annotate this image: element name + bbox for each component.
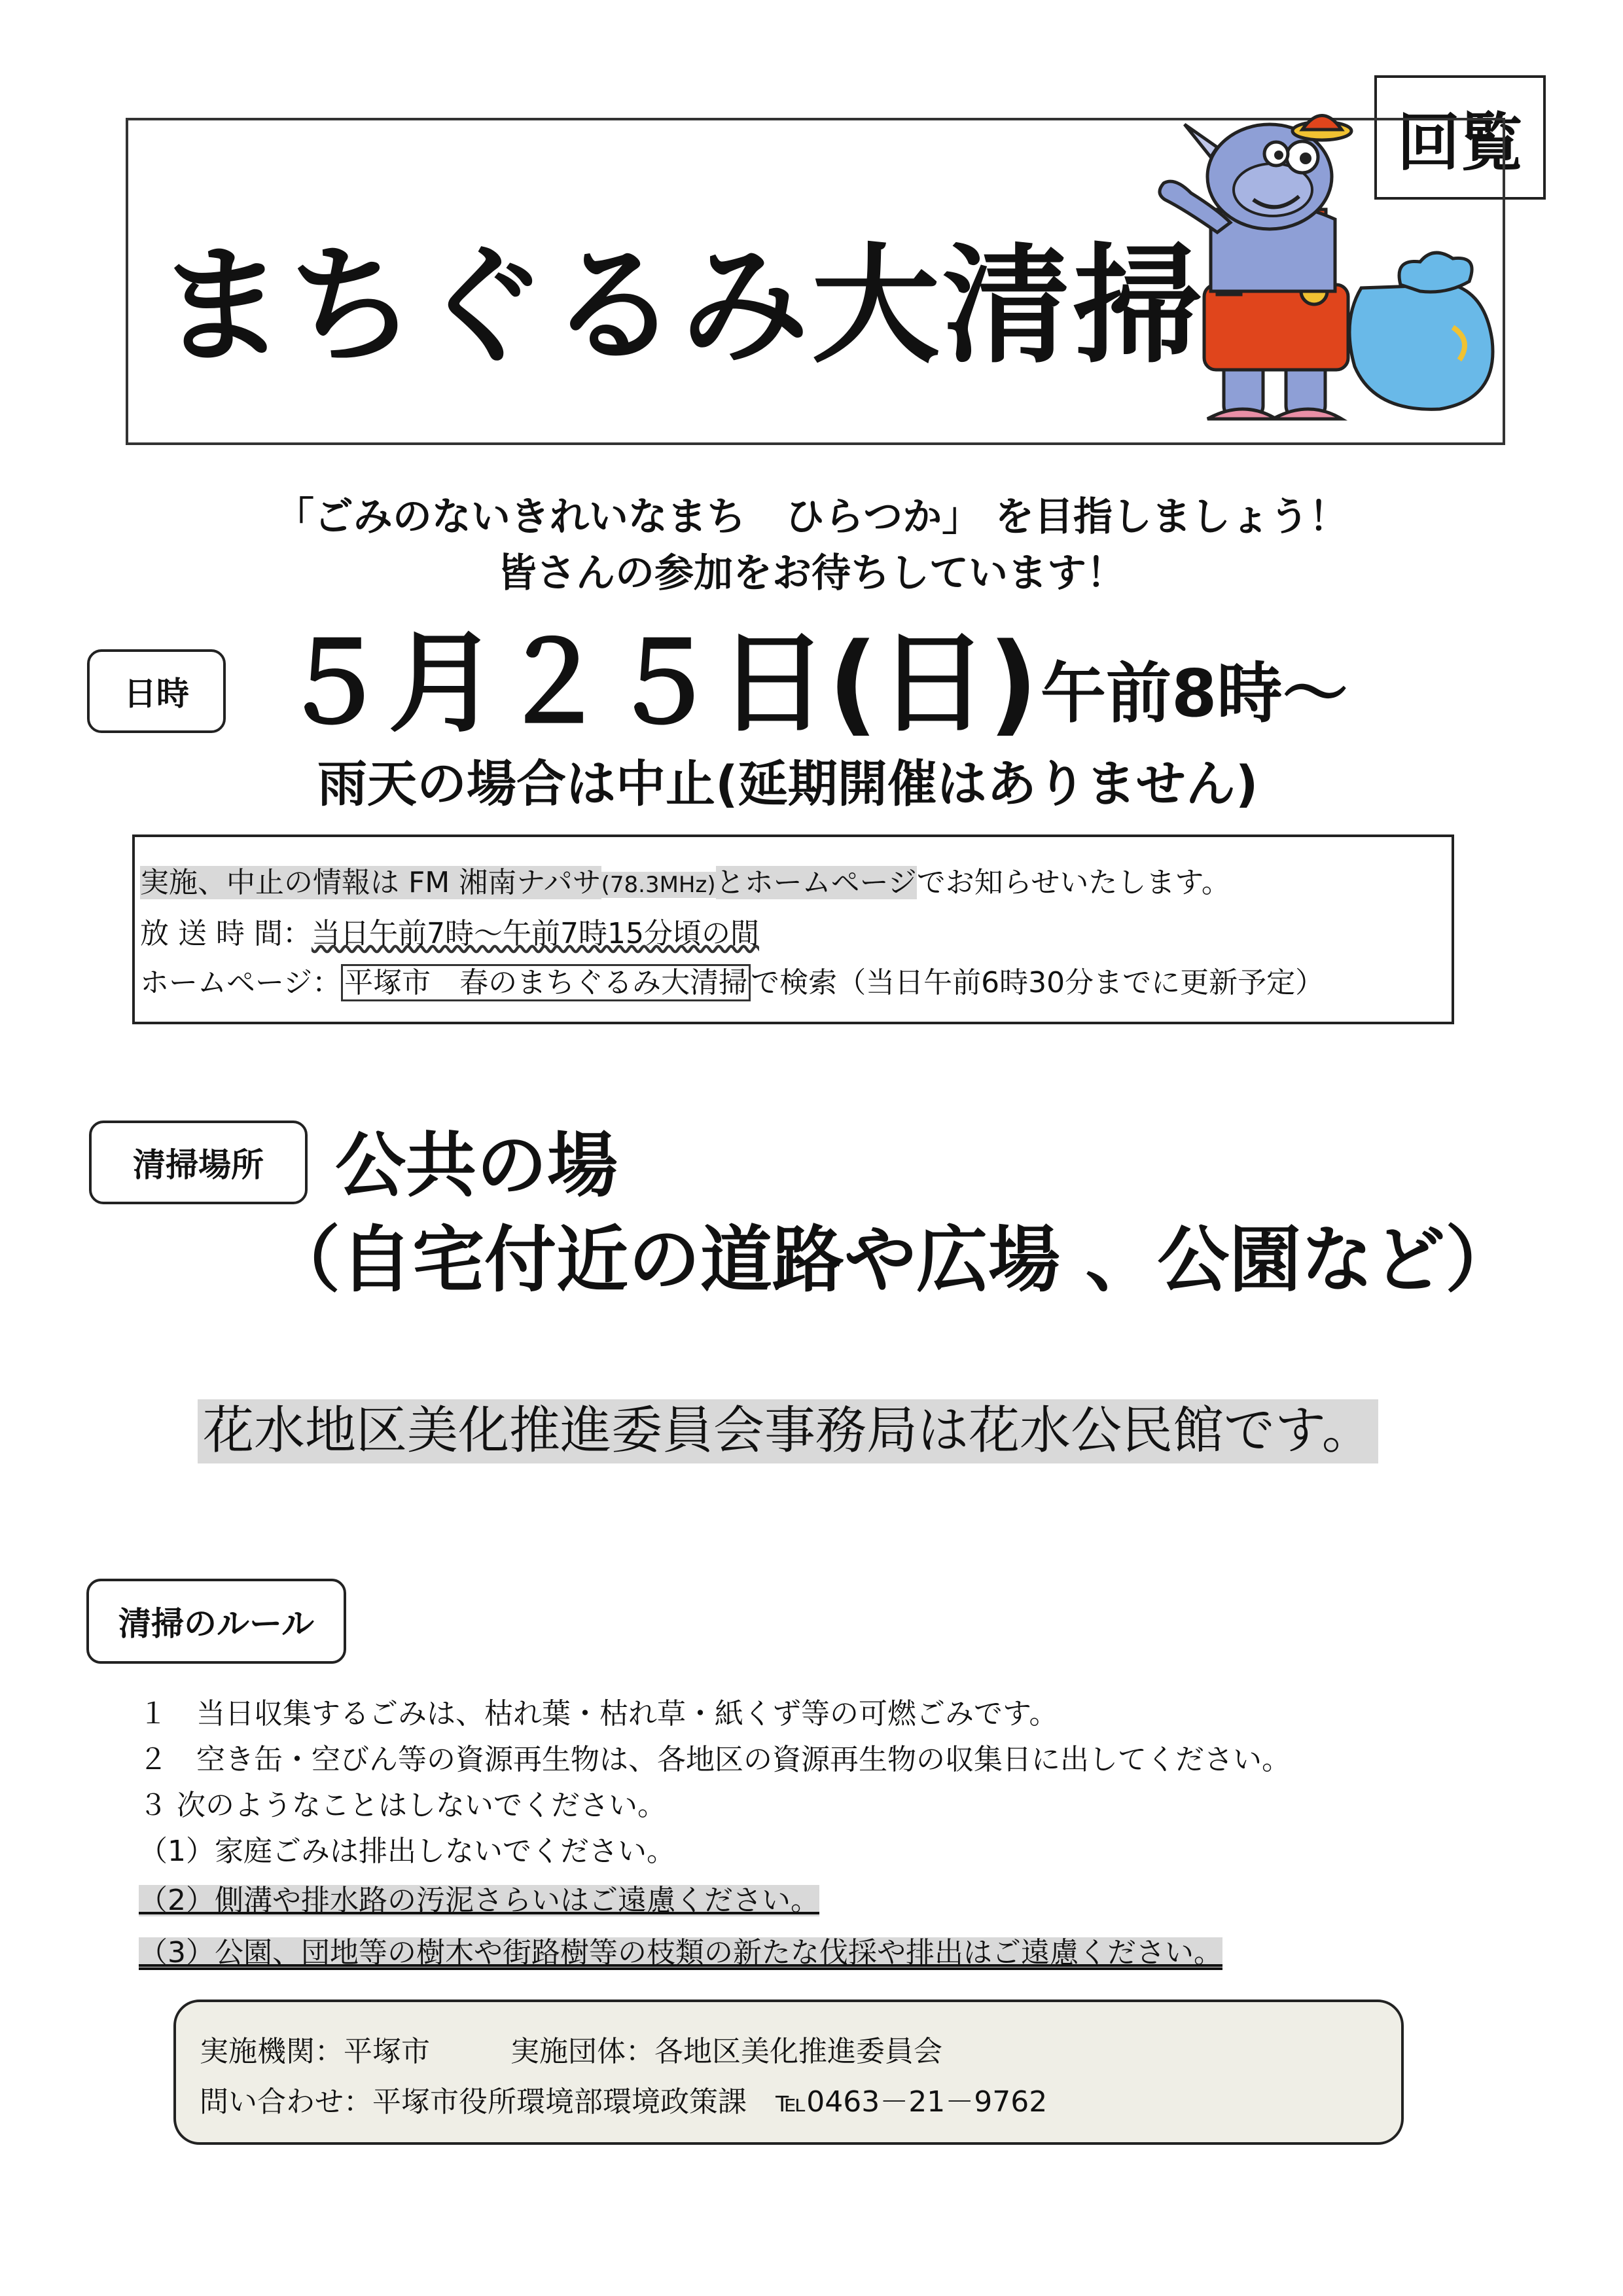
info-rest: でお知らせいたします。: [916, 866, 1230, 899]
info-line-3: [140, 967, 1324, 999]
slogan-line-1: 「ごみのないきれいなまち ひらつか」 を目指しましょう！: [274, 494, 1349, 540]
footer-contact: 問い合わせ：平塚市役所環境部環境政策課 ℡0463－21－9762: [200, 2085, 1048, 2119]
rule-item: （1）家庭ごみは排出しないでください。: [139, 1835, 675, 1868]
slogan-line-2: 皆さんの参加をお待ちしています！: [497, 550, 1126, 596]
footer-group: 実施団体：各地区美化推進委員会: [510, 2035, 942, 2068]
office-note: 花水地区美化推進委員会事務局は花水公民館です。: [198, 1399, 1378, 1463]
event-time: 午前8時～: [1041, 655, 1348, 732]
info-highlight-a: 実施、中止の情報は: [140, 866, 399, 899]
rule-item: ２ 空き缶・空びん等の資源再生物は、各地区の資源再生物の収集日に出してください。: [139, 1743, 1291, 1776]
event-date: ５月２５日(日): [278, 619, 1039, 747]
page-title: まちぐるみ大清掃: [157, 232, 1205, 381]
info-line-1: [140, 867, 1230, 899]
broadcast-label: 放 送 時 間：: [140, 917, 312, 950]
info-highlight-c: とホームページ: [715, 866, 917, 899]
info-highlight-b: FM 湘南ナパサ: [399, 866, 601, 899]
circulation-badge: 回覧: [1374, 75, 1546, 200]
rule-item: ３ 次のようなことはしないでください。: [139, 1789, 666, 1822]
rain-cancel-note: 雨天の場合は中止(延期開催はありません): [317, 755, 1258, 813]
broadcast-value: 当日午前7時～午前7時15分頃の間: [311, 917, 759, 950]
homepage-search-term: 平塚市 春のまちぐるみ大清掃: [341, 964, 751, 1001]
rule-item: （2）側溝や排水路の汚泥さらいはご遠慮ください。: [139, 1884, 819, 1917]
footer-box: [173, 2000, 1404, 2145]
rhino-mascot-illustration: [1145, 111, 1512, 439]
info-line-2: [140, 918, 759, 950]
footer-org: 実施機関：平塚市: [200, 2035, 430, 2068]
info-freq: (78.3MHz): [601, 872, 716, 898]
rules-label: 清掃のルール: [86, 1579, 346, 1664]
datetime-label: 日時: [87, 649, 226, 733]
location-label: 清掃場所: [89, 1121, 308, 1204]
location-line-2: （自宅付近の道路や広場 、公園など）: [268, 1218, 1518, 1302]
rule-item: １ 当日収集するごみは、枯れ葉・枯れ草・紙くず等の可燃ごみです。: [139, 1697, 1058, 1731]
homepage-label: ホームページ：: [140, 966, 342, 999]
location-line-1: 公共の場: [335, 1125, 618, 1207]
rule-item: （3）公園、団地等の樹木や街路樹等の枝類の新たな伐採や排出はご遠慮ください。: [139, 1936, 1222, 1969]
homepage-rest: で検索（当日午前6時30分までに更新予定）: [751, 966, 1325, 999]
